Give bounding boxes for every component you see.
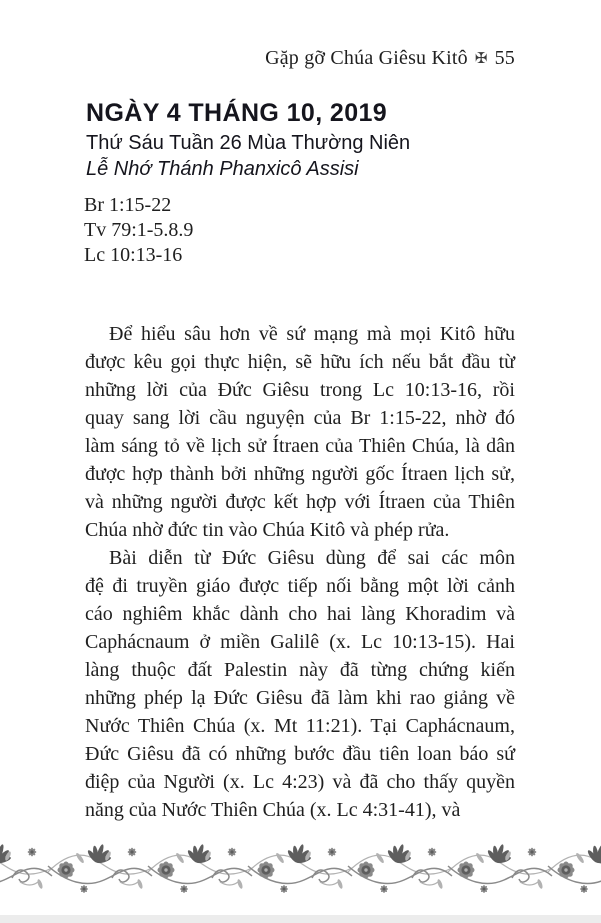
cross-pattee-icon: ✠ [474,51,488,67]
running-header [265,47,515,71]
body-line: đệ đi truyền giáo được tiếp nối bằng một lời cảnh [85,575,515,597]
body-line: Nước Thiên Chúa (x. Mt 11:21). Tại Caphácnaum, [85,715,515,737]
readings-list [84,193,193,268]
body-line: Caphácnaum ở miền Galilê (x. Lc 10:13-15). Hai [85,631,515,653]
body-text [85,320,515,824]
reading-reference: Lc 10:13-16 [84,244,183,266]
body-line: năng của Nước Thiên Chúa (x. Lc 4:31-41), và [85,799,461,821]
weekday-line: Thứ Sáu Tuần 26 Mùa Thường Niên [86,132,411,154]
page-number: 55 [494,47,515,69]
running-header-title: Gặp gỡ Chúa Giêsu Kitô [265,47,468,69]
date-title: NGÀY 4 THÁNG 10, 2019 [86,99,388,127]
body-line: Chúa nhờ đức tin vào Chúa Kitô và phép rửa. [85,519,450,541]
body-line: và những người được kết hợp với Ítraen của Thiên [85,491,515,513]
reading-reference: Br 1:15-22 [84,194,172,216]
body-line: quay sang lời cầu nguyện của Br 1:15-22, nhờ đó [85,407,515,429]
body-line: những lời của Đức Giêsu trong Lc 10:13-16, rồi [85,379,515,401]
body-line: Đức Giêsu đã có những bước đầu tiên loan báo sứ [85,743,515,765]
body-line: được hợp thành bởi những người gốc Ítraen lịch sử, [85,463,515,485]
body-line: những phép lạ Đức Giêsu đã làm khi rao giảng về [85,687,515,709]
bottom-bar [0,915,601,923]
body-line: điệp của Người (x. Lc 4:23) và đã cho thấy quyền [85,771,515,793]
body-line: Bài diễn từ Đức Giêsu dùng để sai các môn [109,547,515,569]
body-line: Để hiểu sâu hơn về sứ mạng mà mọi Kitô hữu [109,323,515,345]
body-line: làng thuộc đất Palestin này đã từng chứng kiến [85,659,515,681]
body-line: cáo nghiêm khắc dành cho hai làng Khoradim và [85,603,515,625]
body-line: làm sáng tỏ về lịch sử Ítraen của Thiên Chúa, là dân [85,435,515,457]
floral-border-ornament [0,842,601,900]
reading-reference: Tv 79:1-5.8.9 [84,219,194,241]
body-line: được kêu gọi thực hiện, sẽ hữu ích nếu bắt đầu từ [85,351,515,373]
feast-line: Lễ Nhớ Thánh Phanxicô Assisi [86,158,359,180]
